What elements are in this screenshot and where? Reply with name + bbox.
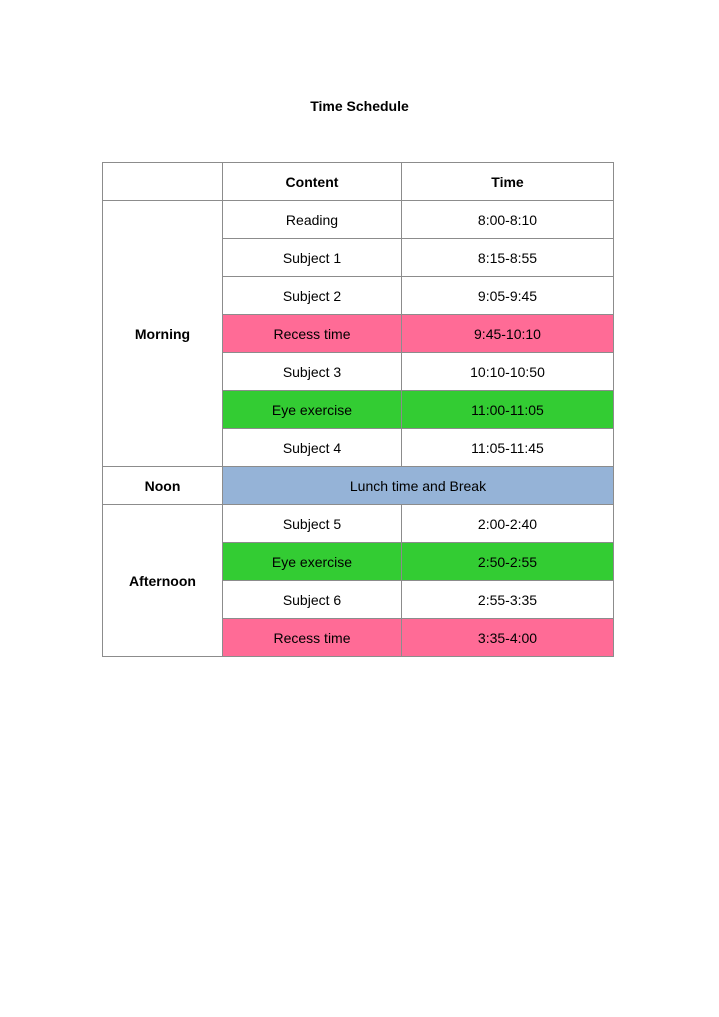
content-cell: Subject 6 <box>223 581 402 619</box>
time-cell: 11:00-11:05 <box>402 391 614 429</box>
time-cell: 9:45-10:10 <box>402 315 614 353</box>
content-cell: Subject 4 <box>223 429 402 467</box>
lunch-cell: Lunch time and Break <box>223 467 614 505</box>
time-cell: 2:00-2:40 <box>402 505 614 543</box>
period-header-cell <box>103 163 223 201</box>
content-header-cell: Content <box>223 163 402 201</box>
time-cell: 8:15-8:55 <box>402 239 614 277</box>
content-cell: Reading <box>223 201 402 239</box>
content-cell: Eye exercise <box>223 543 402 581</box>
table-row <box>103 505 614 543</box>
content-cell: Recess time <box>223 315 402 353</box>
time-cell: 10:10-10:50 <box>402 353 614 391</box>
content-cell: Subject 3 <box>223 353 402 391</box>
content-cell: Subject 1 <box>223 239 402 277</box>
time-cell: 2:50-2:55 <box>402 543 614 581</box>
content-cell: Recess time <box>223 619 402 657</box>
content-cell: Eye exercise <box>223 391 402 429</box>
time-header-cell: Time <box>402 163 614 201</box>
time-cell: 11:05-11:45 <box>402 429 614 467</box>
schedule-table <box>102 162 614 657</box>
time-cell: 9:05-9:45 <box>402 277 614 315</box>
content-cell: Subject 2 <box>223 277 402 315</box>
period-label-afternoon: Afternoon <box>103 505 223 657</box>
content-cell: Subject 5 <box>223 505 402 543</box>
noon-row <box>103 467 614 505</box>
time-cell: 2:55-3:35 <box>402 581 614 619</box>
time-cell: 8:00-8:10 <box>402 201 614 239</box>
period-label-noon: Noon <box>103 467 223 505</box>
document-title: Time Schedule <box>310 98 409 114</box>
time-cell: 3:35-4:00 <box>402 619 614 657</box>
header-row <box>103 163 614 201</box>
period-label-morning: Morning <box>103 201 223 467</box>
table-row <box>103 201 614 239</box>
